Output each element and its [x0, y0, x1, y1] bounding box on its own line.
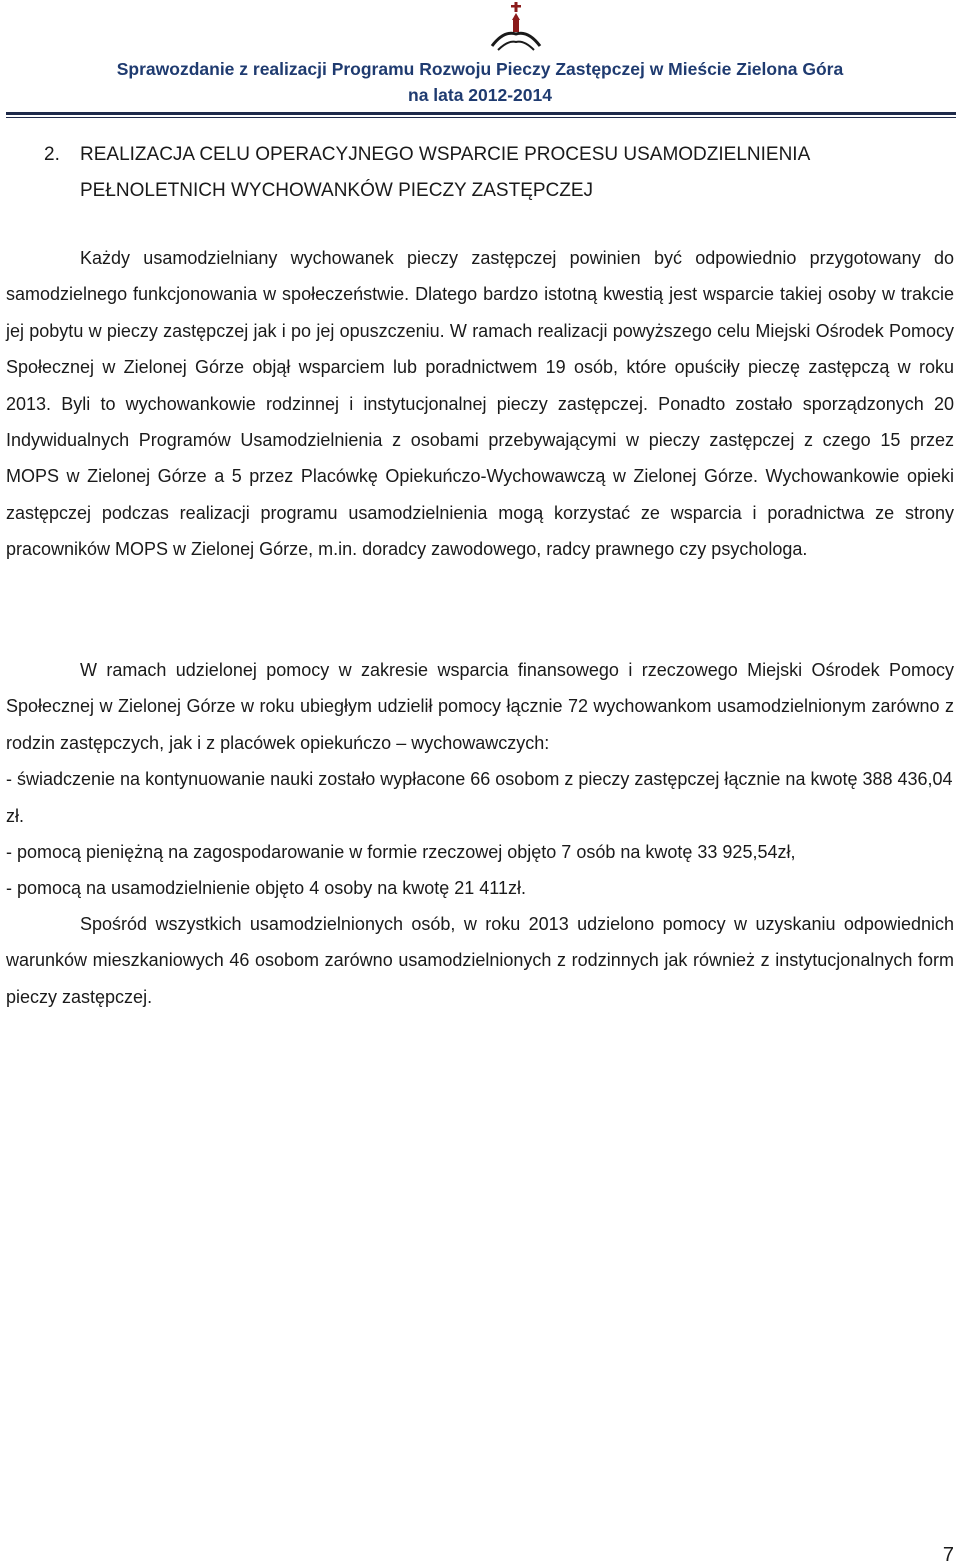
bullet-education-benefit: - świadczenie na kontynuowanie nauki zostało wypłacone 66 osobom z pieczy zastępczej łącznie na kwotę 388 436,04 zł.	[6, 769, 953, 826]
report-title-line1: Sprawozdanie z realizacji Programu Rozwoju Pieczy Zastępczej w Mieście Zielona Góra	[116, 59, 844, 79]
report-title-line2: na lata 2012-2014	[408, 85, 552, 105]
report-header-title	[0, 56, 960, 108]
bullet-independence-aid: - pomocą na usamodzielnienie objęto 4 osoby na kwotę 21 411zł.	[6, 878, 526, 899]
header-divider-thick	[6, 112, 956, 115]
bullet-furnishing-aid: - pomocą pieniężną na zagospodarowanie w formie rzeczowej objęto 7 osób na kwotę 33 925,54zł,	[6, 842, 796, 863]
page-number: 7	[942, 1544, 954, 1566]
section-heading-line1: REALIZACJA CELU OPERACYJNEGO WSPARCIE PROCESU USAMODZIELNIENIA	[80, 144, 811, 165]
paragraph-housing-support: Spośród wszystkich usamodzielnionych osób, w roku 2013 udzielono pomocy w uzyskaniu odpowiednich warunków mieszkaniowych 46 osobom zarówno usamodzielnionych z rodzinnych jak również z instytucjonalnych form pieczy zastępczej.	[6, 914, 954, 1007]
paragraph-support-process: Każdy usamodzielniany wychowanek pieczy zastępczej powinien być odpowiednio przygotowany do samodzielnego funkcjonowania w społeczeństwie. Dlatego bardzo istotną kwestią jest wsparcie takiej osoby w trakcie jej pobytu w pieczy zastępczej jak i po jej opuszczeniu. W ramach realizacji powyższego celu Miejski Ośrodek Pomocy Społecznej w Zielonej Górze objął wsparciem lub poradnictwem 19 osób, które opuściły pieczę zastępczą w roku 2013. Byli to wychowankowie rodzinnej i instytucjonalnej pieczy zastępczej. Ponadto zostało sporządzonych 20 Indywidualnych Programów Usamodzielnienia z osobami przebywającymi w pieczy zastępczej z czego 15 przez MOPS w Zielonej Górze a 5 przez Placówkę Opiekuńczo-Wychowawczą w Zielonej Górze. Wychowankowie opieki zastępczej podczas realizacji programu usamodzielnienia mogą korzystać ze wsparcia i poradnictwa ze strony pracowników MOPS w Zielonej Górze, m.in. doradcy zawodowego, radcy prawnego czy psychologa.	[6, 248, 954, 560]
paragraph-financial-support: W ramach udzielonej pomocy w zakresie wsparcia finansowego i rzeczowego Miejski Ośrodek Pomocy Społecznej w Zielonej Górze w roku ubiegłym udzielił pomocy łącznie 72 wychowankom usamodzielnionym zarówno z rodzin zastępczych, jak i z placówek opiekuńczo – wychowawczych:	[6, 660, 954, 753]
section-number: 2.	[44, 144, 60, 165]
header-divider-thin	[6, 117, 956, 118]
section-heading	[44, 137, 956, 209]
church-hill-logo-icon	[488, 0, 544, 54]
section-heading-line2: PEŁNOLETNICH WYCHOWANKÓW PIECZY ZASTĘPCZEJ	[80, 180, 594, 201]
financial-support-section	[6, 652, 954, 907]
